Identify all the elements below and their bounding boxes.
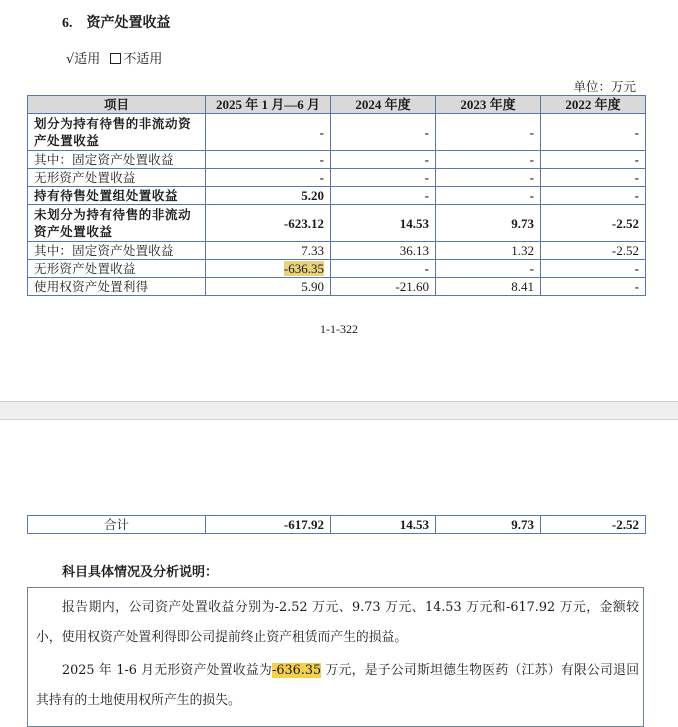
total-value: -617.92 — [206, 516, 331, 534]
cell-value: - — [541, 151, 646, 169]
row-label: 持有待售处置组处置收益 — [28, 187, 206, 205]
cell-value: - — [331, 114, 436, 151]
applicability-line — [66, 48, 162, 67]
not-applicable-label: 不适用 — [123, 52, 163, 67]
cell-value: - — [331, 169, 436, 187]
total-value: 9.73 — [436, 516, 541, 534]
section-heading — [62, 12, 171, 32]
cell-value: 7.33 — [206, 242, 331, 260]
total-row — [28, 516, 646, 534]
cell-value: - — [331, 187, 436, 205]
table-row — [28, 205, 646, 242]
cell-value: - — [436, 114, 541, 151]
total-table — [27, 515, 646, 534]
row-label: 其中：固定资产处置收益 — [28, 151, 206, 169]
analysis-title: 科目具体情况及分析说明： — [62, 565, 219, 580]
highlighted-value: -636.35 — [272, 663, 322, 678]
row-label: 未划分为持有待售的非流动资产处置收益 — [28, 205, 206, 242]
cell-value: -2.52 — [541, 205, 646, 242]
cell-value: - — [436, 169, 541, 187]
cell-value: 5.20 — [206, 187, 331, 205]
cell-value: - — [206, 151, 331, 169]
cell-value: -2.52 — [541, 242, 646, 260]
header-item: 项目 — [28, 96, 206, 114]
cell-value: 9.73 — [436, 205, 541, 242]
section-number: 6. — [62, 16, 73, 31]
total-value: -2.52 — [541, 516, 646, 534]
applicable-label: 适用 — [74, 52, 101, 67]
header-2023: 2023 年度 — [436, 96, 541, 114]
total-value: 14.53 — [331, 516, 436, 534]
cell-value: - — [541, 187, 646, 205]
table-row — [28, 151, 646, 169]
cell-value: 1.32 — [436, 242, 541, 260]
highlighted-value: -636.35 — [283, 261, 324, 276]
checkmark-icon: √ — [66, 52, 75, 67]
cell-value — [206, 260, 331, 278]
header-2022: 2022 年度 — [541, 96, 646, 114]
asset-disposal-table — [27, 95, 646, 296]
page-break-gap — [0, 401, 678, 420]
cell-value: - — [331, 151, 436, 169]
cell-value: - — [541, 169, 646, 187]
table-row — [28, 260, 646, 278]
header-2024: 2024 年度 — [331, 96, 436, 114]
row-label: 无形资产处置收益 — [28, 260, 206, 278]
total-label: 合计 — [28, 516, 206, 534]
cell-value: - — [206, 114, 331, 151]
row-label: 使用权资产处置利得 — [28, 278, 206, 296]
cell-value: - — [541, 260, 646, 278]
cell-value: - — [436, 187, 541, 205]
table-row — [28, 278, 646, 296]
cell-value: 5.90 — [206, 278, 331, 296]
table-header-row — [28, 96, 646, 114]
table-row — [28, 114, 646, 151]
row-label: 无形资产处置收益 — [28, 169, 206, 187]
row-label: 其中：固定资产处置收益 — [28, 242, 206, 260]
analysis-paragraph-1: 报告期内，公司资产处置收益分别为-2.52 万元、9.73 万元、14.53 万元和-617.92 万元，金额较小，使用权资产处置利得即公司提前终止资产租赁而产生的损益。 — [36, 600, 639, 645]
table-row — [28, 187, 646, 205]
table-row — [28, 169, 646, 187]
analysis-paragraph-2 — [36, 656, 639, 716]
cell-value: - — [436, 151, 541, 169]
cell-value: - — [436, 260, 541, 278]
page-number: 1-1-322 — [320, 322, 358, 336]
cell-value: - — [206, 169, 331, 187]
paragraph-text: 2025 年 1-6 月无形资产处置收益为 — [62, 663, 273, 678]
cell-value: - — [541, 278, 646, 296]
cell-value: 36.13 — [331, 242, 436, 260]
cell-value: -21.60 — [331, 278, 436, 296]
paragraph-text: 万元，是子公司斯坦德生物医药（江苏）有限公司退回其持有的土地使用权所产生的损失。 — [36, 663, 639, 708]
row-label: 划分为持有待售的非流动资产处置收益 — [28, 114, 206, 151]
empty-checkbox-icon — [110, 53, 121, 64]
header-2025h1: 2025 年 1 月—6 月 — [206, 96, 331, 114]
unit-label: 单位：万元 — [573, 79, 636, 94]
cell-value: -623.12 — [206, 205, 331, 242]
cell-value: 14.53 — [331, 205, 436, 242]
analysis-box — [27, 587, 644, 727]
cell-value: 8.41 — [436, 278, 541, 296]
cell-value: - — [541, 114, 646, 151]
table-row — [28, 242, 646, 260]
section-title: 资产处置收益 — [86, 15, 171, 31]
cell-value: - — [331, 260, 436, 278]
